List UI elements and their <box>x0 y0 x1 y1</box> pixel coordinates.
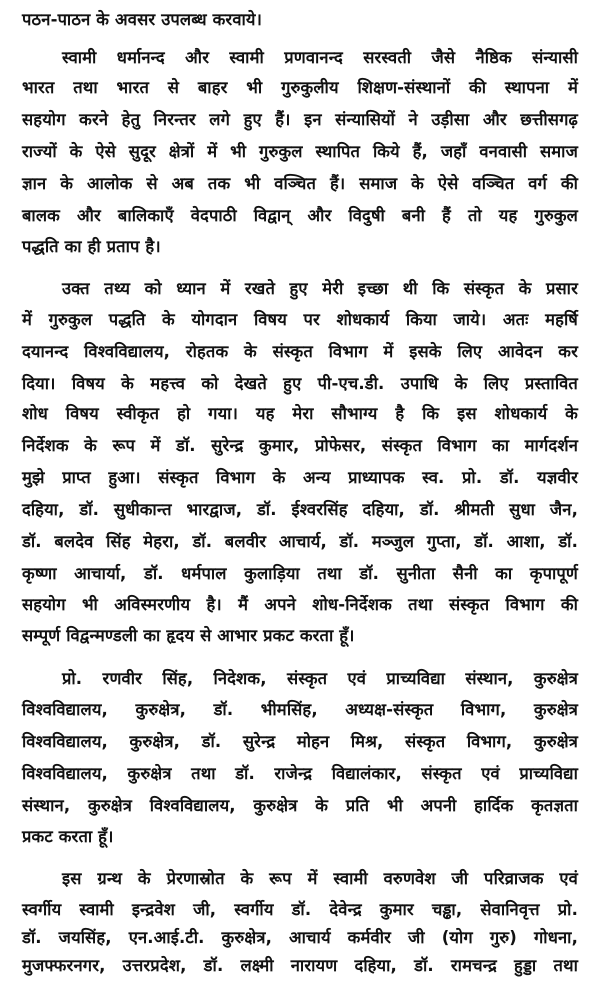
text-line: स्वामी धर्मानन्द और स्वामी प्रणवानन्द सरस्वती जैसे नैष्ठिक संन्यासी <box>62 47 578 67</box>
text-line: संस्थान, कुरुक्षेत्र विश्वविद्यालय, कुरुक्षेत्र के प्रति भी अपनी हार्दिक कृतज्ञता <box>22 795 578 815</box>
text-line: राज्यों के ऐसे सुदूर क्षेत्रों में भी गुरुकुल स्थापित किये हैं, जहाँ वनवासी समाज <box>22 142 578 162</box>
text-line: विश्वविद्यालय, कुरुक्षेत्र तथा डॉ. राजेन्द्र विद्यालंकार, संस्कृत एवं प्राच्यविद्या <box>22 764 578 784</box>
text-line: दहिया, डॉ. सुधीकान्त भारद्वाज, डॉ. ईश्वरसिंह दहिया, डॉ. श्रीमती सुधा जैन, <box>22 499 578 519</box>
text-line: स्वर्गीय स्वामी इन्द्रवेश जी, स्वर्गीय डॉ. देवेन्द्र कुमार चड्ढा, सेवानिवृत्त प्रो. <box>22 900 578 920</box>
text-line: सहयोग भी अविस्मरणीय है। मैं अपने शोध-निर्देशक तथा संस्कृत विभाग की <box>22 595 578 615</box>
text-line: पद्धति का ही प्रताप है। <box>22 236 161 256</box>
text-line: दयानन्द विश्वविद्यालय, रोहतक के संस्कृत विभाग में इसके लिए आवेदन कर <box>22 341 578 361</box>
text-line: मुझे प्राप्त हुआ। संस्कृत विभाग के अन्य प्राध्यापक स्व. प्रो. डॉ. यज्ञवीर <box>22 468 578 488</box>
text-line: ज्ञान के आलोक से अब तक भी वञ्चित हैं। समाज के ऐसे वञ्चित वर्ग की <box>22 173 578 193</box>
text-line: विश्वविद्यालय, कुरुक्षेत्र, डॉ. भीमसिंह, अध्यक्ष-संस्कृत विभाग, कुरुक्षेत्र <box>22 700 578 720</box>
text-line: मुजफ्फरनगर, उत्तरप्रदेश, डॉ. लक्ष्मी नारायण दहिया, डॉ. रामचन्द्र हुड्डा तथा <box>22 956 578 975</box>
text-line: प्रो. रणवीर सिंह, निदेशक, संस्कृत एवं प्राच्यविद्या संस्थान, कुरुक्षेत्र <box>62 668 578 688</box>
text-line: प्रकट करता हूँ। <box>22 826 114 846</box>
text-line: शोध विषय स्वीकृत हो गया। यह मेरा सौभाग्य है कि इस शोधकार्य के <box>22 404 578 424</box>
text-line: में गुरुकुल पद्धति के योगदान विषय पर शोधकार्य किया जाये। अतः महर्षि <box>22 309 578 329</box>
text-line: उक्त तथ्य को ध्यान में रखते हुए मेरी इच्छा थी कि संस्कृत के प्रसार <box>62 279 578 299</box>
text-line: डॉ. बलदेव सिंह मेहरा, डॉ. बलवीर आचार्य, डॉ. मञ्जुल गुप्ता, डॉ. आशा, डॉ. <box>22 531 578 551</box>
text-line: दिया। विषय के महत्त्व को देखते हुए पी-एच.डी. उपाधि के लिए प्रस्तावित <box>22 373 578 393</box>
text-line: भारत तथा भारत से बाहर भी गुरुकुलीय शिक्षण-संस्थानों की स्थापना में <box>22 78 578 98</box>
text-line: निर्देशक के रूप में डॉ. सुरेन्द्र कुमार, प्रोफेसर, संस्कृत विभाग का मार्गदर्शन <box>22 436 578 456</box>
text-line: सम्पूर्ण विद्वन्मण्डली का हृदय से आभार प्रकट करता हूँ। <box>22 626 355 646</box>
text-line: इस ग्रन्थ के प्रेरणास्रोत के रूप में स्वामी वरुणवेश जी परिव्राजक एवं <box>62 869 578 889</box>
text-line: बालक और बालिकाएँ वेदपाठी विद्वान् और विदुषी बनी हैं तो यह गुरुकुल <box>22 205 578 225</box>
text-line: पठन-पाठन के अवसर उपलब्ध करवाये। <box>22 10 263 29</box>
text-line: डॉ. जयसिंह, एन.आई.टी. कुरुक्षेत्र, आचार्य कर्मवीर जी (योग गुरु) गोधना, <box>22 928 578 948</box>
text-line: कृष्णा आचार्या, डॉ. धर्मपाल कुलाड़िया तथा डॉ. सुनीता सैनी का कृपापूर्ण <box>22 563 578 583</box>
text-line: सहयोग करने हेतु निरन्तर लगे हुए हैं। इन संन्यासियों ने उड़ीसा और छत्तीसगढ़ <box>22 110 578 130</box>
text-line: विश्वविद्यालय, कुरुक्षेत्र, डॉ. सुरेन्द्र मोहन मिश्र, संस्कृत विभाग, कुरुक्षेत्र <box>22 732 578 752</box>
